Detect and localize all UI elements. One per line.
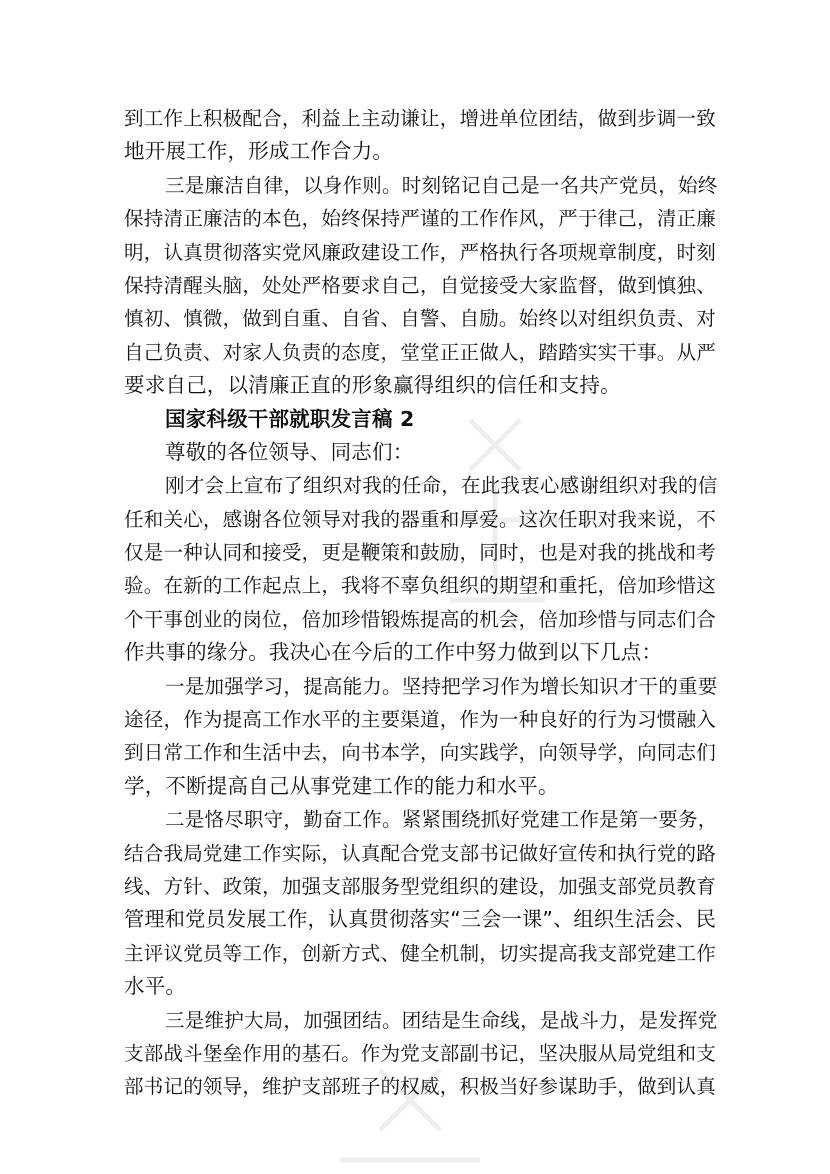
text-line: 明，认真贯彻落实党风廉政建设工作，严格执行各项规章制度，时刻: [124, 240, 716, 264]
text-line: 验。在新的工作起点上，我将不辜负组织的期望和重托，倍加珍惜这: [124, 574, 716, 598]
text-line: 水平。: [124, 974, 187, 999]
text-line: 主评议党员等工作，创新方式、健全机制，切实提高我支部党建工作: [124, 941, 716, 965]
text-line: 个干事创业的岗位，倍加珍惜锻炼提高的机会，倍加珍惜与同志们合: [124, 607, 716, 631]
text-line: 途径，作为提高工作水平的主要渠道，作为一种良好的行为习惯融入: [124, 708, 716, 732]
text-line: 仅是一种认同和接受，更是鞭策和鼓励，同时，也是对我的挑战和考: [124, 541, 716, 565]
text-line: 到工作上积极配合，利益上主动谦让，增进单位团结，做到步调一致: [124, 107, 716, 130]
text-line: 慎初、慎微，做到自重、自省、自警、自励。始终以对组织负责、对: [124, 307, 716, 331]
text-line: 尊敬的各位领导、同志们：: [165, 439, 414, 464]
text-line: 任和关心，感谢各位领导对我的器重和厚爱。这次任职对我来说，不: [124, 507, 716, 531]
document-body: [124, 102, 716, 1104]
text-line: 自己负责、对家人负责的态度，堂堂正正做人，踏踏实实干事。从严: [124, 340, 716, 364]
text-line: 作共事的缘分。我决心在今后的工作中努力做到以下几点：: [124, 640, 663, 665]
text-line: 地开展工作，形成工作合力。: [124, 139, 394, 164]
section-heading: 国家科级干部就职发言稿 2: [165, 406, 415, 431]
text-line: 到日常工作和生活中去，向书本学，向实践学，向领导学，向同志们: [124, 741, 716, 765]
text-line: 支部战斗堡垒作用的基石。作为党支部副书记，坚决服从局党组和支: [124, 1041, 716, 1065]
text-line: 三是维护大局，加强团结。团结是生命线，是战斗力，是发挥党: [165, 1008, 718, 1032]
text-line: 部书记的领导，维护支部班子的权威，积极当好参谋助手，做到认真: [124, 1075, 716, 1099]
text-line: 要求自己，以清廉正直的形象赢得组织的信任和支持。: [124, 373, 621, 398]
text-line: 学，不断提高自己从事党建工作的能力和水平。: [124, 773, 559, 798]
text-line: 保持清醒头脑，处处严格要求自己，自觉接受大家监督，做到慎独、: [124, 273, 716, 297]
text-line: 管理和党员发展工作，认真贯彻落实“三会一课”、组织生活会、民: [124, 907, 717, 932]
text-line: 三是廉洁自律，以身作则。时刻铭记自己是一名共产党员，始终: [165, 173, 718, 197]
text-line: 线、方针、政策，加强支部服务型党组织的建设，加强支部党员教育: [124, 874, 716, 898]
text-line: 结合我局党建工作实际，认真配合党支部书记做好宣传和执行党的路: [124, 841, 716, 865]
text-line: 二是恪尽职守，勤奋工作。紧紧围绕抓好党建工作是第一要务，: [165, 808, 718, 832]
text-line: 保持清正廉洁的本色，始终保持严谨的工作作风，严于律己，清正廉: [124, 207, 716, 231]
text-line: 一是加强学习，提高能力。坚持把学习作为增长知识才干的重要: [165, 674, 718, 698]
text-line: 刚才会上宣布了组织对我的任命，在此我衷心感谢组织对我的信: [165, 474, 718, 498]
